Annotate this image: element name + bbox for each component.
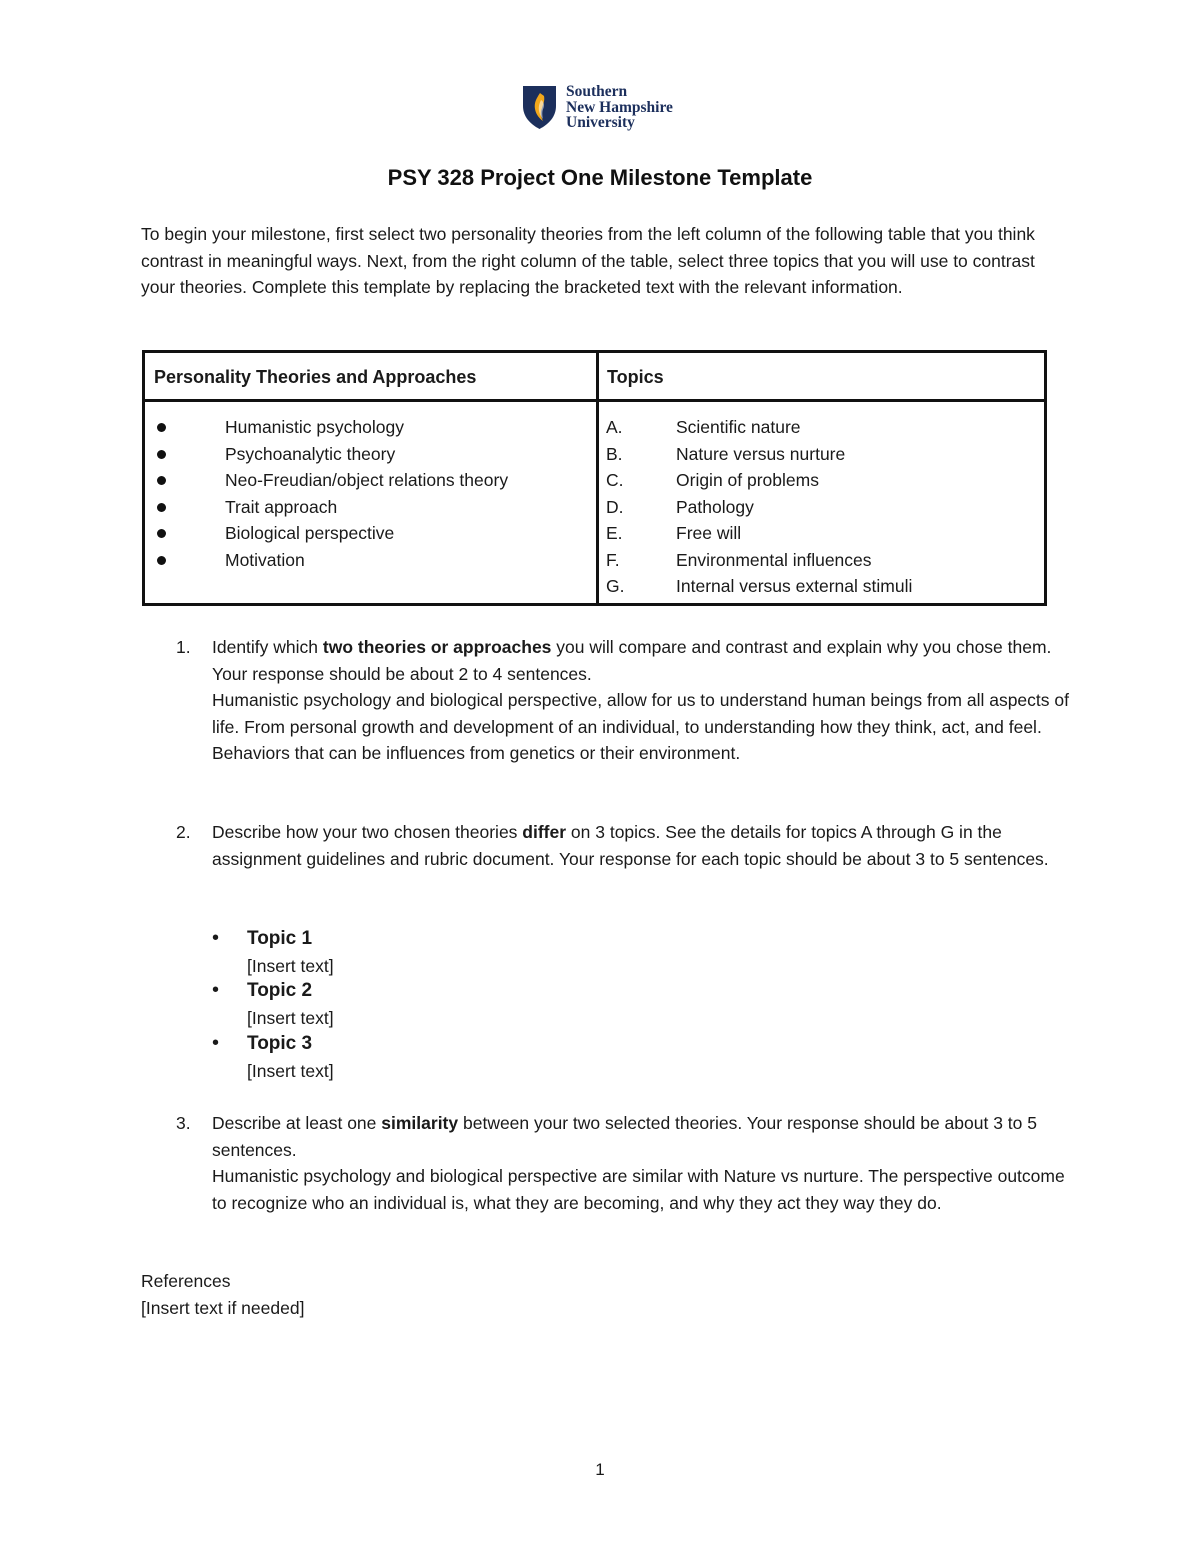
emphasis: differ [522, 822, 567, 842]
intro-paragraph: To begin your milestone, first select two personality theories from the left column of the following table that you think contrast in meaningful ways. Next, from the right column of the table, select three topics that you will use to contrast your theories. Complete this template by replacing the bracketed text with the relevant information. [141, 224, 1035, 297]
table-header-theories: Personality Theories and Approaches [154, 367, 477, 387]
answer-text: Humanistic psychology and biological perspective, allow for us to understand human beings from all aspects of life. From personal growth and development of an individual, to understanding how they think, act, and feel. Behaviors that can be influences from genetics or their environment. [212, 690, 1069, 763]
references-label: References [141, 1271, 231, 1291]
bullet-icon: • [212, 1032, 220, 1054]
bullet-icon [157, 450, 166, 459]
question-number: 3. [176, 1113, 191, 1133]
bullet-icon [157, 556, 166, 565]
theories-topics-table: Personality Theories and Approaches Topics Humanistic psychology Psychoanalytic theory Neo-Freudian/object relations theory Trait approach Biological perspective Motivation A. Scientific nature B. Nature versus nurture C. Origin of problems D. Pathology E. Free will F. Environmental influences G. Internal versus external stimuli [142, 350, 1047, 606]
placeholder-text: [Insert text] [247, 955, 334, 976]
logo-line-1: Southern [566, 83, 628, 100]
logo-line-2: New Hampshire [566, 98, 673, 116]
references-placeholder: [Insert text if needed] [141, 1297, 305, 1318]
question-body: Describe how your two chosen theories differ on 3 topics. See the details for topics A through G in the assignment guidelines and rubric document. Your response for each topic should be about 3 to 5 sentences. [212, 822, 1049, 869]
answer-text: Humanistic psychology and biological perspective are similar with Nature vs nurture. The perspective outcome to recognize who an individual is, what they are becoming, and why they act they way they do. [212, 1166, 1065, 1213]
university-logo [521, 84, 673, 131]
bullet-icon: • [212, 979, 220, 1001]
bullet-icon: • [212, 927, 220, 949]
references-section [141, 1268, 304, 1321]
bullet-icon [157, 529, 166, 538]
logo-wordmark [566, 84, 673, 131]
table-column-divider [596, 353, 599, 603]
topic-label: Topic 2 [247, 980, 313, 1001]
table-header-divider [145, 399, 1044, 402]
placeholder-text: [Insert text] [247, 1060, 334, 1081]
placeholder-text: [Insert text] [247, 1007, 334, 1028]
table-header-topics: Topics [607, 367, 664, 387]
bullet-icon [157, 503, 166, 512]
shield-flame-icon [521, 84, 558, 130]
bullet-icon [157, 423, 166, 432]
question-number: 1. [176, 637, 191, 657]
question-body: Identify which two theories or approaches you will compare and contrast and explain why you chose them. Your response should be about 2 to 4 sentences. Humanistic psychology and biological perspective, allow for us to understand human beings from all aspects of life. From personal growth and development of an individual, to understanding how they think, act, and feel. Behaviors that can be influences from genetics or their environment. [212, 634, 1071, 767]
topic-label: Topic 3 [247, 1033, 313, 1054]
question-body: Describe at least one similarity between your two selected theories. Your response should be about 3 to 5 sentences. Humanistic psychology and biological perspective are similar with Nature vs nurture. The perspective outcome to recognize who an individual is, what they are becoming, and why they act they way they do. [212, 1110, 1071, 1216]
emphasis: similarity [381, 1113, 459, 1133]
page-number: 1 [595, 1460, 605, 1479]
question-number: 2. [176, 822, 191, 842]
bullet-icon [157, 476, 166, 485]
emphasis: two theories or approaches [322, 637, 552, 657]
logo-line-3: University [566, 114, 635, 131]
topic-label: Topic 1 [247, 928, 313, 949]
page-title: PSY 328 Project One Milestone Template [387, 165, 813, 190]
